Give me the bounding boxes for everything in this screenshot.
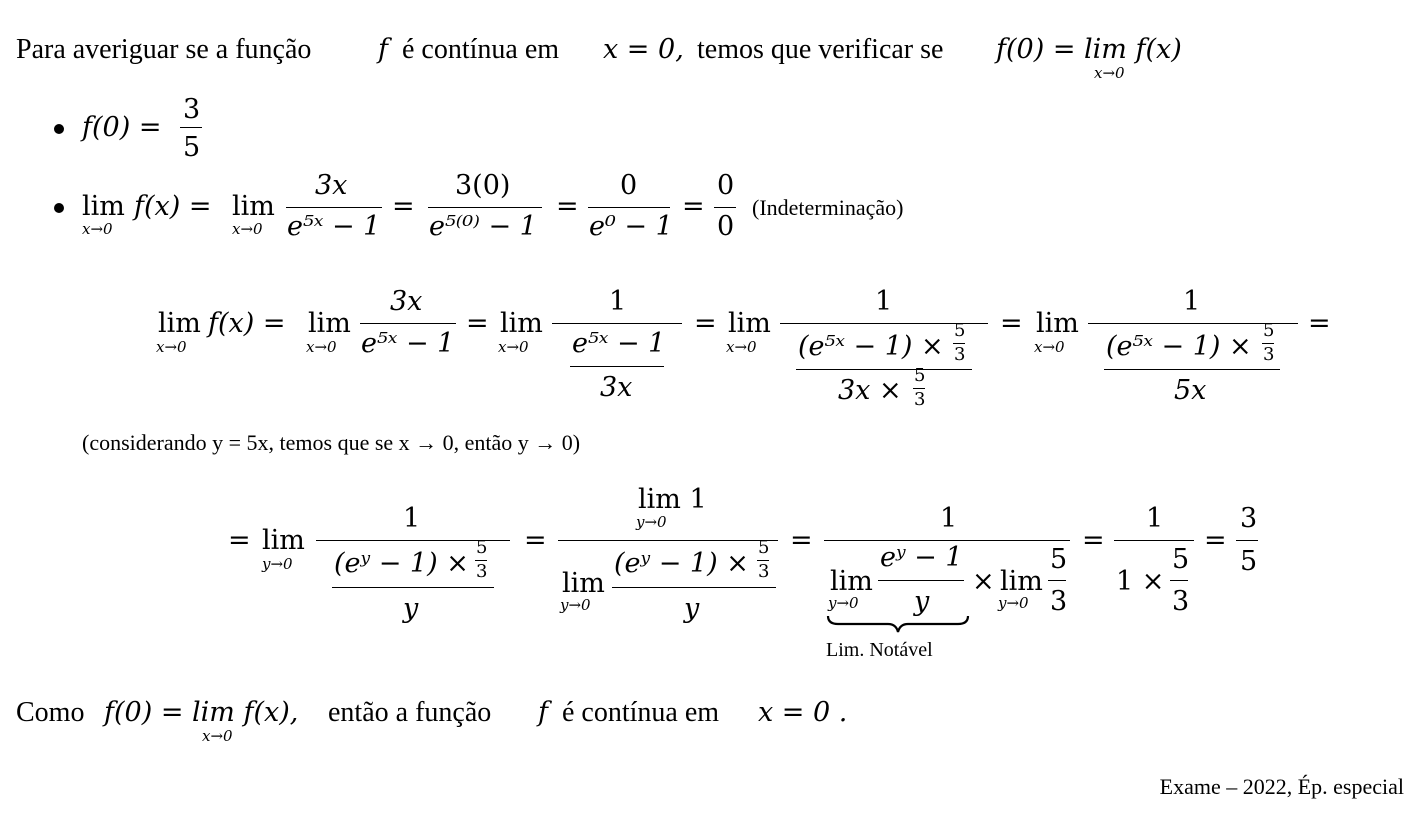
nested-numerator: (eʸ − 1) × bbox=[614, 548, 749, 579]
nested-numerator: (e⁵ˣ − 1) × bbox=[1106, 331, 1252, 362]
fraction-bar bbox=[796, 369, 972, 370]
equals-sign: = bbox=[682, 191, 705, 222]
fraction-bar bbox=[552, 323, 682, 324]
limit-subscript: x→0 bbox=[82, 220, 113, 238]
limit-operator: lim bbox=[82, 191, 125, 222]
fraction-numerator: 5 bbox=[1050, 544, 1068, 575]
fraction-numerator: 3x bbox=[390, 286, 423, 317]
result-denominator: 5 bbox=[1240, 546, 1258, 577]
fraction-bar bbox=[428, 207, 542, 208]
equals-sign: = bbox=[228, 525, 251, 556]
equals-sign: = bbox=[694, 308, 717, 339]
fraction-bar bbox=[824, 540, 1070, 541]
nested-denominator: y bbox=[403, 593, 419, 624]
limit-operator: lim bbox=[728, 308, 771, 339]
intro-function-symbol: f bbox=[378, 34, 388, 65]
intro-limit-subscript: x→0 bbox=[1094, 64, 1125, 82]
fraction-numerator: 0 bbox=[717, 170, 735, 201]
fraction-denominator: e⁰ − 1 bbox=[589, 211, 673, 242]
limit-subscript: x→0 bbox=[232, 220, 263, 238]
fraction-bar bbox=[1048, 580, 1066, 581]
conclusion-text-c: é contínua em bbox=[562, 697, 720, 728]
equals-sign: = bbox=[556, 191, 579, 222]
limit-operator: lim bbox=[158, 308, 201, 339]
limit-subscript: y→0 bbox=[560, 596, 591, 614]
conclusion-limit-expression: f(0) = lim f(x), bbox=[104, 697, 299, 728]
result-numerator: 3 bbox=[1240, 503, 1258, 534]
fraction-numerator: 1 bbox=[1183, 286, 1201, 317]
equals-sign: = bbox=[392, 191, 415, 222]
limit-subscript: y→0 bbox=[998, 594, 1029, 612]
fraction-denominator: 3 bbox=[1050, 586, 1068, 617]
limit-operator: lim bbox=[562, 568, 605, 599]
equals-sign: = bbox=[1082, 525, 1105, 556]
conclusion-condition: x = 0 . bbox=[758, 697, 848, 728]
conclusion-limit-subscript: x→0 bbox=[202, 727, 233, 745]
fraction-numerator: 0 bbox=[620, 170, 638, 201]
limit-subscript: y→0 bbox=[828, 594, 859, 612]
limit-subscript: x→0 bbox=[726, 338, 757, 356]
equals-sign: = bbox=[524, 525, 547, 556]
nested-denominator: y bbox=[684, 593, 700, 624]
limit-operator: lim bbox=[500, 308, 543, 339]
intro-text-a: Para averiguar se a função bbox=[16, 34, 312, 65]
bullet1-numerator: 3 bbox=[183, 94, 201, 125]
small-fraction-numerator: 5 bbox=[914, 365, 926, 386]
equals-sign: = bbox=[1000, 308, 1023, 339]
fraction-numerator: 1 bbox=[1146, 503, 1164, 534]
fraction-bar bbox=[588, 207, 670, 208]
fraction-bar bbox=[1170, 580, 1188, 581]
intro-condition: x = 0, bbox=[603, 34, 684, 65]
fraction-numerator: 1 bbox=[940, 503, 958, 534]
small-fraction-numerator: 5 bbox=[1263, 320, 1275, 341]
fraction-bar bbox=[1104, 369, 1280, 370]
limit-subscript: x→0 bbox=[156, 338, 187, 356]
fraction-denominator: 0 bbox=[717, 211, 735, 242]
fraction-denominator: 1 × bbox=[1116, 566, 1165, 597]
fraction-numerator: 3x bbox=[315, 170, 348, 201]
fraction-denominator: e⁵ˣ − 1 bbox=[361, 328, 455, 359]
limit-subscript: x→0 bbox=[1034, 338, 1065, 356]
fraction-numerator: 1 bbox=[875, 286, 893, 317]
underbrace-icon bbox=[826, 614, 970, 636]
small-fraction-denominator: 3 bbox=[914, 389, 926, 410]
bullet1-lhs: f(0) = bbox=[82, 112, 162, 143]
times-sign: × bbox=[972, 566, 995, 597]
fraction-numerator: 1 bbox=[609, 286, 627, 317]
intro-limit-expression: f(0) = lim f(x) bbox=[996, 34, 1182, 65]
nested-denominator: 5x bbox=[1174, 375, 1207, 406]
fraction-bar bbox=[612, 587, 776, 588]
fraction-denominator: 3 bbox=[1172, 586, 1190, 617]
fraction-bar bbox=[878, 580, 964, 581]
limit-numerator: lim 1 bbox=[638, 484, 707, 515]
intro-text-c: temos que verificar se bbox=[697, 34, 944, 65]
limit-operator: lim bbox=[232, 191, 275, 222]
limit-operator: lim bbox=[308, 308, 351, 339]
conclusion-text-a: Como bbox=[16, 697, 85, 728]
conclusion-text-b: então a função bbox=[328, 697, 492, 728]
exam-source: Exame – 2022, Ép. especial bbox=[1159, 774, 1404, 799]
intro-text-b: é contínua em bbox=[402, 34, 560, 65]
fraction-bar bbox=[360, 323, 456, 324]
nested-denominator: 3x × bbox=[838, 375, 902, 406]
nested-numerator: (eʸ − 1) × bbox=[334, 548, 469, 579]
indeterminacy-note: (Indeterminação) bbox=[752, 195, 904, 220]
small-fraction-denominator: 3 bbox=[758, 561, 770, 582]
nested-denominator: 3x bbox=[600, 372, 633, 403]
limit-operator: lim bbox=[1000, 566, 1043, 597]
limit-subscript: x→0 bbox=[498, 338, 529, 356]
bullet-dot bbox=[54, 124, 64, 134]
fraction-numerator: 3(0) bbox=[455, 170, 511, 201]
fraction-bar bbox=[180, 127, 202, 128]
fraction-bar bbox=[332, 587, 494, 588]
small-fraction-numerator: 5 bbox=[954, 320, 966, 341]
notable-limit-numerator: eʸ − 1 bbox=[880, 542, 963, 573]
bullet1-denominator: 5 bbox=[183, 132, 201, 163]
nested-numerator: (e⁵ˣ − 1) × bbox=[798, 331, 944, 362]
notable-limit-denominator: y bbox=[914, 586, 930, 617]
notable-limit-label: Lim. Notável bbox=[826, 639, 933, 661]
equals-sign: = bbox=[1204, 525, 1227, 556]
limit-subscript: y→0 bbox=[262, 555, 293, 573]
fraction-bar bbox=[1236, 540, 1258, 541]
small-fraction-denominator: 3 bbox=[954, 344, 966, 365]
fraction-bar bbox=[1114, 540, 1194, 541]
fraction-bar bbox=[570, 366, 664, 367]
conclusion-function-symbol: f bbox=[538, 697, 548, 728]
fraction-denominator: e⁵ˣ − 1 bbox=[287, 211, 381, 242]
small-fraction-numerator: 5 bbox=[758, 537, 770, 558]
small-fraction-denominator: 3 bbox=[476, 561, 488, 582]
substitution-note: (considerando y = 5x, temos que se x → 0, então y → 0) bbox=[82, 430, 581, 455]
bullet-dot bbox=[54, 203, 64, 213]
equals-sign: = bbox=[1308, 308, 1331, 339]
fraction-bar bbox=[286, 207, 382, 208]
bullet2-fx: f(x) = bbox=[134, 191, 212, 222]
fraction-bar bbox=[714, 207, 736, 208]
block1-fx: f(x) = bbox=[208, 308, 286, 339]
limit-operator: lim bbox=[830, 566, 873, 597]
fraction-numerator: 5 bbox=[1172, 544, 1190, 575]
equals-sign: = bbox=[466, 308, 489, 339]
limit-subscript: y→0 bbox=[636, 513, 667, 531]
limit-subscript: x→0 bbox=[306, 338, 337, 356]
fraction-bar bbox=[558, 540, 778, 541]
small-fraction-denominator: 3 bbox=[1263, 344, 1275, 365]
equals-sign: = bbox=[790, 525, 813, 556]
nested-numerator: e⁵ˣ − 1 bbox=[572, 328, 666, 359]
fraction-numerator: 1 bbox=[403, 503, 421, 534]
small-fraction-numerator: 5 bbox=[476, 537, 488, 558]
fraction-denominator: e⁵⁽⁰⁾ − 1 bbox=[429, 211, 537, 242]
limit-operator: lim bbox=[262, 525, 305, 556]
limit-operator: lim bbox=[1036, 308, 1079, 339]
